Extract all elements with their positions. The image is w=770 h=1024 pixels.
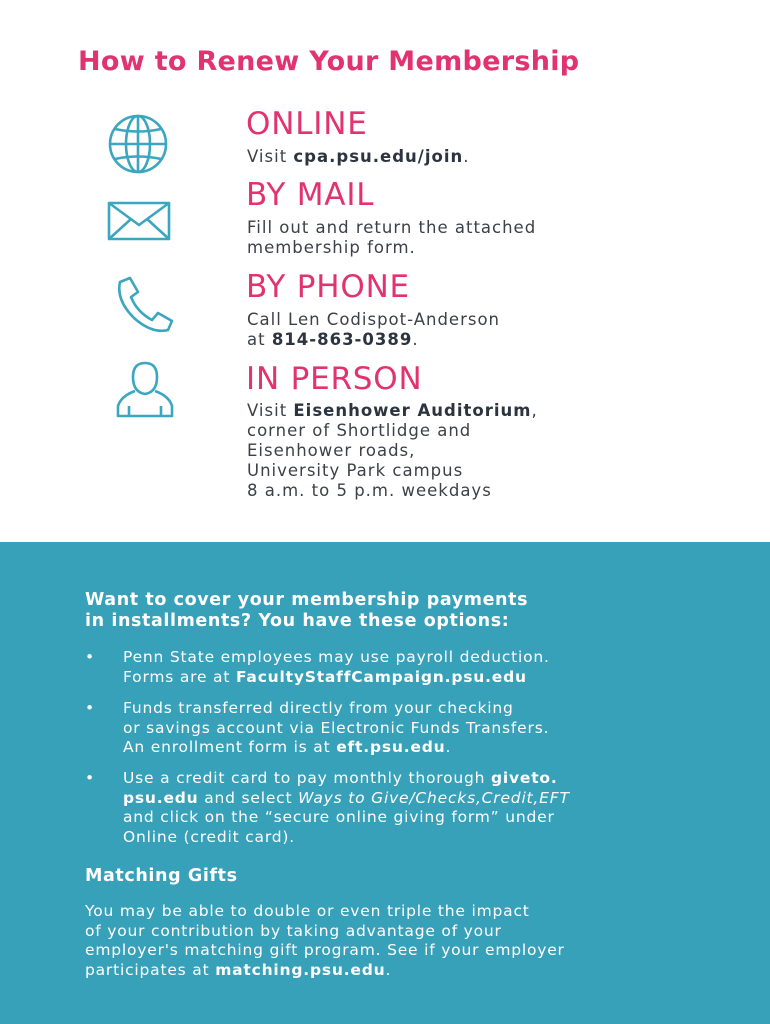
bullet-icon: • — [85, 699, 95, 717]
giveto-link-cont[interactable]: psu.edu — [123, 788, 199, 807]
eft-link[interactable]: eft.psu.edu — [336, 738, 446, 756]
method-heading: BY MAIL — [246, 177, 375, 213]
list-item-text: Penn State employees may use payroll deduction. Forms are at FacultyStaffCampaign.psu.edu — [123, 648, 550, 686]
matching-link[interactable]: matching.psu.edu — [215, 960, 386, 979]
bullet-icon: • — [85, 769, 95, 787]
installments-heading: Want to cover your membership payments in installments? You have these options: — [85, 590, 529, 631]
phone-number[interactable]: 814-863-0389 — [271, 330, 413, 349]
matching-gifts-text: You may be able to double or even triple the impact of your contribution by taking advantage of your employer's matching gift program. See if your employer participates at matching.psu.edu. — [85, 902, 565, 979]
phone-icon — [112, 276, 176, 332]
giveto-link[interactable]: giveto. — [491, 769, 558, 787]
envelope-icon — [107, 201, 171, 241]
method-text: Fill out and return the attached membership form. — [247, 218, 537, 257]
list-item-text: Use a credit card to pay monthly thorough giveto. psu.edu and select Ways to Give/Checks,Credit,EFT and click on the “secure online giving form” under Online (credit card). — [123, 769, 570, 846]
matching-gifts-heading: Matching Gifts — [85, 866, 238, 886]
method-heading: BY PHONE — [246, 269, 410, 305]
method-heading: ONLINE — [246, 106, 368, 142]
venue-name: Eisenhower Auditorium — [293, 401, 532, 420]
installments-panel — [0, 542, 770, 1024]
online-link[interactable]: cpa.psu.edu/join — [293, 147, 464, 166]
payroll-link[interactable]: FacultyStaffCampaign.psu.edu — [235, 667, 527, 686]
page-title: How to Renew Your Membership — [78, 46, 580, 77]
bullet-icon: • — [85, 648, 95, 666]
method-text: Call Len Codispot-Anderson at 814-863-0389. — [247, 310, 501, 349]
method-text: Visit Eisenhower Auditorium, corner of Shortlidge and Eisenhower roads, University Park campus 8 a.m. to 5 p.m. weekdays — [247, 401, 538, 500]
globe-icon — [107, 113, 169, 175]
method-text: Visit cpa.psu.edu/join. — [247, 147, 470, 166]
person-icon — [113, 360, 177, 420]
method-heading: IN PERSON — [246, 361, 423, 397]
list-item-text: Funds transferred directly from your checking or savings account via Electronic Funds Transfers. An enrollment form is at eft.psu.edu. — [123, 699, 550, 756]
